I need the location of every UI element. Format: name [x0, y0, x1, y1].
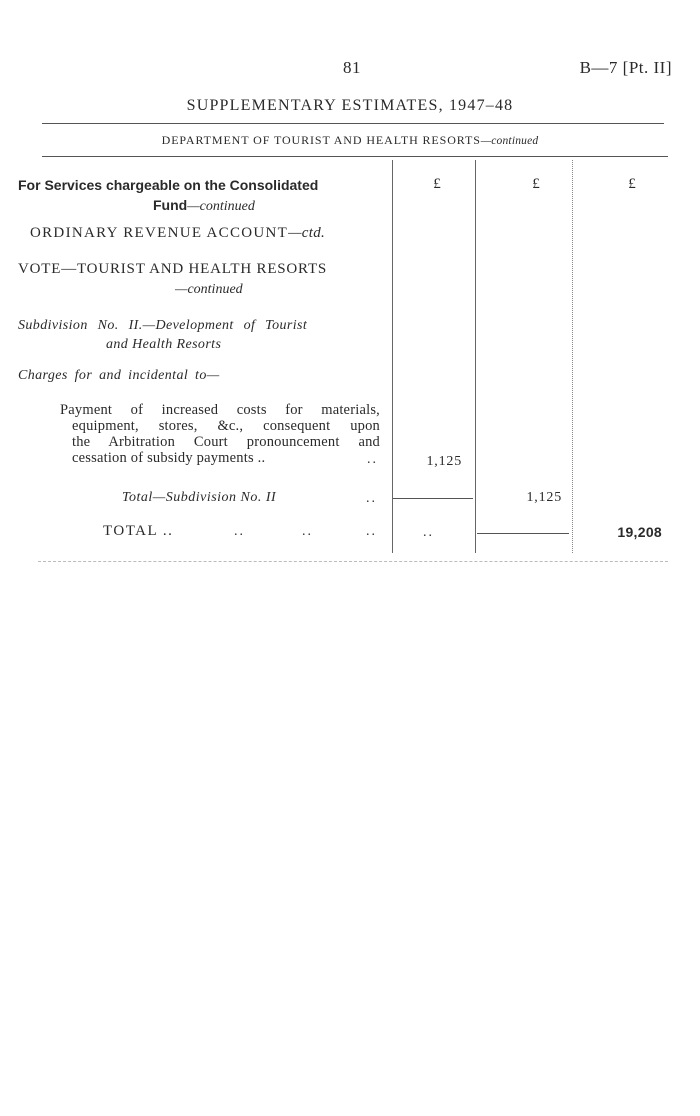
currency-header-1: £: [433, 176, 441, 192]
payment-line: cessation of subsidy payments ..: [72, 450, 266, 466]
grand-total-label: TOTAL ..: [103, 523, 174, 539]
department-continued: —continued: [480, 135, 539, 147]
payment-item: [60, 402, 380, 450]
subdivision-heading: [18, 316, 386, 354]
subtotal-leader: ..: [366, 491, 377, 506]
total-rule: [477, 533, 569, 534]
total-leader: ..: [366, 524, 377, 539]
vote-heading: VOTE—TOURIST AND HEALTH RESORTS: [18, 261, 328, 277]
total-leader: ..: [302, 524, 313, 539]
charges-heading: Charges for and incidental to—: [18, 368, 220, 383]
account-heading: [30, 225, 325, 242]
page-number: 81: [343, 58, 361, 77]
column-divider-2: [475, 160, 476, 553]
currency-header-3: £: [628, 176, 636, 192]
services-heading-line2: [18, 195, 386, 217]
column-divider-3: [572, 160, 573, 553]
services-heading-line1: For Services chargeable on the Consolidated: [18, 177, 319, 193]
document-title: SUPPLEMENTARY ESTIMATES, 1947–48: [186, 97, 514, 114]
total-col1-leader: ..: [423, 525, 434, 540]
subtotal-rule: [393, 498, 473, 499]
payment-line: equipment, stores, &c., consequent upon: [72, 418, 380, 434]
services-heading: [18, 175, 386, 217]
table-bottom-rule: [38, 561, 668, 562]
subtotal-amount: 1,125: [526, 490, 562, 505]
subdivision-line1: Subdivision No. II.—Development of Tourist: [18, 318, 308, 333]
total-leader: ..: [234, 524, 245, 539]
payment-amount: 1,125: [426, 454, 462, 469]
title-rule: [42, 123, 664, 124]
subdivision-line2: and Health Resorts: [106, 337, 222, 352]
services-heading-continued: —continued: [187, 199, 255, 214]
department-name: DEPARTMENT OF TOURIST AND HEALTH RESORTS: [161, 133, 481, 147]
subtotal-label: Total—Subdivision No. II: [122, 490, 277, 505]
payment-line: the Arbitration Court pronouncement and: [72, 434, 380, 450]
account-name: ORDINARY REVENUE ACCOUNT: [30, 225, 289, 241]
department-heading: [0, 133, 700, 148]
services-heading-fund: Fund: [153, 197, 188, 213]
grand-total-amount: 19,208: [617, 524, 662, 540]
column-divider-1: [392, 160, 393, 553]
payment-line: Payment of increased costs for materials,: [60, 402, 380, 418]
currency-header-2: £: [532, 176, 540, 192]
vote-continued: —continued: [175, 282, 243, 297]
document-reference: B—7 [Pt. II]: [579, 58, 672, 77]
header-rule: [42, 156, 668, 157]
account-continued: —ctd.: [288, 225, 326, 241]
payment-leader: ..: [367, 452, 378, 467]
